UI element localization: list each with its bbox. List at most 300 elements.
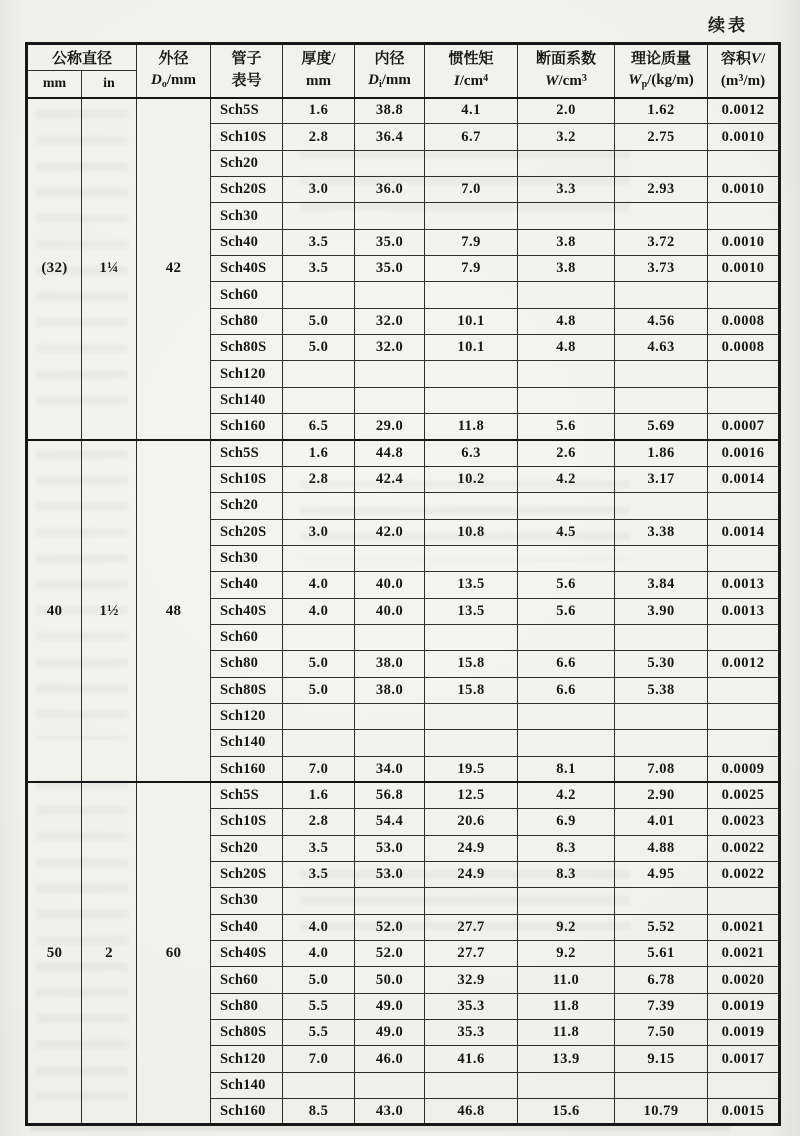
cell-section-modulus [518,493,615,519]
cell-moment-of-inertia: 27.7 [425,914,518,940]
cell-moment-of-inertia: 41.6 [425,1046,518,1072]
cell-inner-diameter: 56.8 [355,782,425,808]
cell-moment-of-inertia [425,203,518,229]
header-moment-of-inertia [425,44,518,98]
cell-inner-diameter [355,387,425,413]
cell-volume: 0.0014 [708,519,780,545]
cell-section-modulus: 4.8 [518,335,615,361]
cell-inner-diameter: 35.0 [355,256,425,282]
cell-volume: 0.0009 [708,756,780,782]
cell-volume: 0.0010 [708,124,780,150]
cell-section-modulus [518,624,615,650]
group-outer-diameter: 42 [137,98,211,440]
cell-volume [708,703,780,729]
cell-section-modulus [518,203,615,229]
cell-pipe-schedule: Sch80S [211,677,283,703]
header-outer-diameter [137,44,211,98]
cell-moment-of-inertia: 32.9 [425,967,518,993]
cell-inner-diameter: 52.0 [355,914,425,940]
cell-pipe-schedule: Sch40S [211,256,283,282]
cell-moment-of-inertia: 13.5 [425,572,518,598]
cell-inner-diameter: 40.0 [355,572,425,598]
cell-inner-diameter: 29.0 [355,414,425,440]
cell-moment-of-inertia [425,387,518,413]
cell-volume: 0.0019 [708,1020,780,1046]
cell-thickness: 3.5 [283,229,355,255]
cell-theoretical-mass [615,361,708,387]
cell-volume: 0.0007 [708,414,780,440]
header-unit-mm: mm [27,71,82,98]
cell-theoretical-mass [615,545,708,571]
cell-volume: 0.0025 [708,782,780,808]
cell-thickness: 5.0 [283,967,355,993]
cell-moment-of-inertia [425,493,518,519]
cell-volume [708,677,780,703]
group-nominal-mm: (32) [27,98,82,440]
cell-section-modulus: 4.8 [518,308,615,334]
cell-section-modulus [518,730,615,756]
cell-section-modulus: 11.8 [518,1020,615,1046]
cell-section-modulus: 8.3 [518,835,615,861]
cell-section-modulus: 9.2 [518,941,615,967]
cell-inner-diameter [355,150,425,176]
cell-thickness [283,150,355,176]
cell-moment-of-inertia [425,1072,518,1098]
cell-section-modulus: 2.6 [518,440,615,466]
cell-inner-diameter [355,545,425,571]
cell-pipe-schedule: Sch140 [211,730,283,756]
cell-section-modulus: 6.6 [518,651,615,677]
cell-inner-diameter: 38.0 [355,677,425,703]
cell-moment-of-inertia [425,361,518,387]
cell-pipe-schedule: Sch30 [211,545,283,571]
cell-pipe-schedule: Sch5S [211,782,283,808]
cell-volume: 0.0022 [708,861,780,887]
group-nominal-in: 1¼ [82,98,137,440]
cell-inner-diameter [355,361,425,387]
cell-volume: 0.0010 [708,256,780,282]
header-line: 管子 [231,51,262,67]
cell-thickness: 4.0 [283,941,355,967]
cell-theoretical-mass [615,493,708,519]
cell-thickness: 4.0 [283,572,355,598]
cell-inner-diameter: 46.0 [355,1046,425,1072]
cell-section-modulus [518,361,615,387]
cell-volume: 0.0020 [708,967,780,993]
cell-pipe-schedule: Sch60 [211,624,283,650]
table-row [27,782,780,808]
cell-theoretical-mass: 3.73 [615,256,708,282]
header-line: 容积V/ [720,51,766,67]
header-section-modulus [518,44,615,98]
cell-pipe-schedule: Sch60 [211,282,283,308]
cell-theoretical-mass: 5.38 [615,677,708,703]
cell-inner-diameter: 44.8 [355,440,425,466]
header-line: $D_o/mm$ [151,72,197,91]
header-line: $W_p/(kg/m)$ [628,72,694,91]
header-line: 内径 [374,50,405,67]
cell-pipe-schedule: Sch20 [211,835,283,861]
cell-pipe-schedule: Sch10S [211,124,283,150]
cell-theoretical-mass: 6.78 [615,967,708,993]
cell-volume [708,361,780,387]
cell-moment-of-inertia: 11.8 [425,414,518,440]
header-line: 断面系数 [536,51,597,67]
cell-theoretical-mass: 4.01 [615,809,708,835]
cell-moment-of-inertia: 15.8 [425,677,518,703]
cell-thickness: 3.5 [283,256,355,282]
cell-section-modulus [518,387,615,413]
cell-theoretical-mass: 5.52 [615,914,708,940]
cell-thickness: 5.0 [283,677,355,703]
group-nominal-mm: 50 [27,782,82,1124]
cell-thickness [283,1072,355,1098]
cell-section-modulus: 3.8 [518,229,615,255]
cell-theoretical-mass: 3.38 [615,519,708,545]
header-line: 表号 [231,72,262,89]
cell-pipe-schedule: Sch20S [211,519,283,545]
header-line: 惯性矩 [448,51,494,67]
header-line: 理论质量 [631,50,692,67]
cell-section-modulus: 3.2 [518,124,615,150]
cell-theoretical-mass: 1.86 [615,440,708,466]
cell-section-modulus: 15.6 [518,1099,615,1125]
cell-moment-of-inertia: 13.5 [425,598,518,624]
cell-thickness: 1.6 [283,440,355,466]
header-line: $W/cm^3$ [545,72,587,89]
cell-theoretical-mass: 2.75 [615,124,708,150]
cell-theoretical-mass: 2.93 [615,177,708,203]
cell-volume: 0.0008 [708,308,780,334]
cell-theoretical-mass: 4.63 [615,335,708,361]
cell-inner-diameter: 53.0 [355,835,425,861]
cell-section-modulus: 6.9 [518,809,615,835]
cell-section-modulus [518,1072,615,1098]
cell-inner-diameter: 54.4 [355,809,425,835]
cell-section-modulus [518,703,615,729]
cell-pipe-schedule: Sch5S [211,440,283,466]
cell-section-modulus: 11.8 [518,993,615,1019]
cell-volume [708,624,780,650]
cell-section-modulus: 5.6 [518,414,615,440]
cell-theoretical-mass: 7.50 [615,1020,708,1046]
cell-thickness: 2.8 [283,124,355,150]
cell-volume [708,282,780,308]
cell-theoretical-mass [615,730,708,756]
cell-thickness: 5.0 [283,335,355,361]
cell-pipe-schedule: Sch40 [211,229,283,255]
cell-section-modulus [518,545,615,571]
cell-inner-diameter [355,888,425,914]
cell-inner-diameter: 43.0 [355,1099,425,1125]
cell-inner-diameter [355,703,425,729]
cell-inner-diameter: 36.4 [355,124,425,150]
cell-thickness: 3.0 [283,177,355,203]
cell-inner-diameter: 42.0 [355,519,425,545]
cell-thickness: 3.0 [283,519,355,545]
header-line: $(m^3/m)$ [720,72,766,89]
cell-thickness: 7.0 [283,1046,355,1072]
header-pipe-schedule [211,44,283,98]
group-nominal-mm: 40 [27,440,82,782]
cell-volume: 0.0022 [708,835,780,861]
cell-pipe-schedule: Sch20S [211,861,283,887]
cell-inner-diameter: 42.4 [355,466,425,492]
cell-thickness: 6.5 [283,414,355,440]
group-nominal-in: 1½ [82,440,137,782]
cell-section-modulus: 8.3 [518,861,615,887]
cell-pipe-schedule: Sch160 [211,1099,283,1125]
cell-volume: 0.0016 [708,440,780,466]
cell-pipe-schedule: Sch80 [211,651,283,677]
cell-thickness: 1.6 [283,98,355,124]
cell-section-modulus: 3.8 [518,256,615,282]
cell-moment-of-inertia: 6.3 [425,440,518,466]
cell-thickness: 7.0 [283,756,355,782]
cell-pipe-schedule: Sch20S [211,177,283,203]
cell-moment-of-inertia: 10.1 [425,335,518,361]
header-line: $D_i/mm$ [368,72,411,91]
cell-inner-diameter [355,624,425,650]
cell-thickness: 3.5 [283,835,355,861]
cell-section-modulus: 6.6 [518,677,615,703]
cell-volume [708,888,780,914]
cell-moment-of-inertia: 35.3 [425,1020,518,1046]
cell-volume: 0.0021 [708,914,780,940]
cell-volume: 0.0010 [708,177,780,203]
cell-pipe-schedule: Sch40 [211,572,283,598]
cell-thickness: 4.0 [283,598,355,624]
cell-moment-of-inertia: 27.7 [425,941,518,967]
cell-moment-of-inertia: 6.7 [425,124,518,150]
cell-thickness: 3.5 [283,861,355,887]
cell-section-modulus: 9.2 [518,914,615,940]
cell-thickness: 2.8 [283,809,355,835]
cell-moment-of-inertia [425,624,518,650]
cell-theoretical-mass [615,282,708,308]
cell-section-modulus: 13.9 [518,1046,615,1072]
cell-theoretical-mass: 7.08 [615,756,708,782]
continued-table-label: 续表 [708,16,748,35]
cell-moment-of-inertia [425,730,518,756]
cell-inner-diameter: 50.0 [355,967,425,993]
cell-volume [708,493,780,519]
cell-moment-of-inertia [425,150,518,176]
table-header [27,44,780,98]
table-row [27,98,780,124]
cell-theoretical-mass: 5.69 [615,414,708,440]
cell-moment-of-inertia: 24.9 [425,835,518,861]
cell-inner-diameter: 49.0 [355,1020,425,1046]
cell-moment-of-inertia: 46.8 [425,1099,518,1125]
cell-pipe-schedule: Sch80 [211,993,283,1019]
cell-moment-of-inertia: 20.6 [425,809,518,835]
header-text: 公称直径 [52,51,113,67]
cell-volume [708,730,780,756]
cell-thickness [283,730,355,756]
cell-moment-of-inertia: 35.3 [425,993,518,1019]
cell-theoretical-mass: 10.79 [615,1099,708,1125]
cell-volume [708,387,780,413]
group-outer-diameter: 48 [137,440,211,782]
cell-thickness: 4.0 [283,914,355,940]
cell-pipe-schedule: Sch160 [211,756,283,782]
cell-theoretical-mass [615,150,708,176]
cell-inner-diameter [355,493,425,519]
cell-section-modulus: 4.5 [518,519,615,545]
cell-moment-of-inertia: 10.2 [425,466,518,492]
cell-inner-diameter: 40.0 [355,598,425,624]
group-nominal-in: 2 [82,782,137,1124]
cell-thickness [283,888,355,914]
cell-inner-diameter: 35.0 [355,229,425,255]
header-unit-in: in [82,71,137,98]
cell-volume: 0.0017 [708,1046,780,1072]
header-line: 外径 [158,50,189,67]
cell-theoretical-mass [615,203,708,229]
cell-pipe-schedule: Sch60 [211,967,283,993]
cell-pipe-schedule: Sch20 [211,150,283,176]
cell-moment-of-inertia [425,545,518,571]
cell-inner-diameter: 34.0 [355,756,425,782]
cell-pipe-schedule: Sch120 [211,1046,283,1072]
cell-thickness: 8.5 [283,1099,355,1125]
cell-theoretical-mass: 3.17 [615,466,708,492]
cell-theoretical-mass: 4.88 [615,835,708,861]
scan-edge-artifact [30,1127,730,1130]
cell-volume: 0.0012 [708,651,780,677]
cell-pipe-schedule: Sch40 [211,914,283,940]
cell-pipe-schedule: Sch80S [211,335,283,361]
cell-theoretical-mass: 5.61 [615,941,708,967]
cell-pipe-schedule: Sch10S [211,466,283,492]
cell-inner-diameter: 32.0 [355,308,425,334]
cell-volume: 0.0012 [708,98,780,124]
cell-moment-of-inertia [425,282,518,308]
cell-section-modulus: 11.0 [518,967,615,993]
cell-pipe-schedule: Sch30 [211,888,283,914]
cell-pipe-schedule: Sch30 [211,203,283,229]
table-row [27,440,780,466]
cell-inner-diameter: 32.0 [355,335,425,361]
cell-inner-diameter [355,203,425,229]
header-thickness [283,44,355,98]
cell-theoretical-mass [615,387,708,413]
cell-thickness: 2.8 [283,466,355,492]
cell-volume [708,203,780,229]
cell-moment-of-inertia: 10.8 [425,519,518,545]
cell-moment-of-inertia: 7.0 [425,177,518,203]
cell-theoretical-mass: 3.72 [615,229,708,255]
cell-pipe-schedule: Sch80 [211,308,283,334]
cell-pipe-schedule: Sch20 [211,493,283,519]
cell-inner-diameter [355,282,425,308]
cell-theoretical-mass: 9.15 [615,1046,708,1072]
cell-thickness: 5.5 [283,1020,355,1046]
cell-moment-of-inertia: 7.9 [425,256,518,282]
cell-theoretical-mass [615,624,708,650]
cell-thickness: 5.5 [283,993,355,1019]
cell-pipe-schedule: Sch40S [211,941,283,967]
cell-volume: 0.0023 [708,809,780,835]
cell-inner-diameter [355,730,425,756]
header-theoretical-mass [615,44,708,98]
cell-thickness [283,703,355,729]
cell-theoretical-mass: 4.95 [615,861,708,887]
cell-thickness [283,493,355,519]
cell-moment-of-inertia: 15.8 [425,651,518,677]
cell-pipe-schedule: Sch140 [211,1072,283,1098]
cell-moment-of-inertia [425,888,518,914]
cell-pipe-schedule: Sch160 [211,414,283,440]
cell-section-modulus: 4.2 [518,782,615,808]
cell-volume: 0.0021 [708,941,780,967]
header-volume [708,44,780,98]
cell-theoretical-mass: 2.90 [615,782,708,808]
table-body [27,98,780,1125]
cell-pipe-schedule: Sch10S [211,809,283,835]
cell-section-modulus: 4.2 [518,466,615,492]
pipe-dimensions-table [25,42,781,1126]
cell-inner-diameter: 52.0 [355,941,425,967]
cell-moment-of-inertia: 19.5 [425,756,518,782]
cell-section-modulus: 5.6 [518,572,615,598]
cell-theoretical-mass: 4.56 [615,308,708,334]
header-nominal-diameter [27,44,137,71]
cell-inner-diameter: 38.0 [355,651,425,677]
cell-thickness: 5.0 [283,651,355,677]
cell-volume [708,545,780,571]
cell-theoretical-mass [615,1072,708,1098]
cell-theoretical-mass [615,888,708,914]
cell-inner-diameter: 53.0 [355,861,425,887]
cell-moment-of-inertia: 10.1 [425,308,518,334]
cell-section-modulus [518,888,615,914]
cell-theoretical-mass: 5.30 [615,651,708,677]
cell-thickness: 1.6 [283,782,355,808]
cell-inner-diameter: 36.0 [355,177,425,203]
header-row-1 [27,44,780,71]
cell-inner-diameter: 38.8 [355,98,425,124]
cell-inner-diameter: 49.0 [355,993,425,1019]
cell-section-modulus: 8.1 [518,756,615,782]
cell-thickness [283,203,355,229]
cell-theoretical-mass: 1.62 [615,98,708,124]
header-line: 厚度/ [301,51,336,67]
cell-volume [708,1072,780,1098]
cell-pipe-schedule: Sch40S [211,598,283,624]
cell-section-modulus: 5.6 [518,598,615,624]
cell-moment-of-inertia: 7.9 [425,229,518,255]
cell-moment-of-inertia: 12.5 [425,782,518,808]
cell-volume: 0.0013 [708,572,780,598]
cell-section-modulus [518,150,615,176]
group-outer-diameter: 60 [137,782,211,1124]
cell-pipe-schedule: Sch80S [211,1020,283,1046]
cell-section-modulus: 3.3 [518,177,615,203]
cell-section-modulus: 2.0 [518,98,615,124]
cell-thickness [283,545,355,571]
cell-theoretical-mass: 7.39 [615,993,708,1019]
cell-moment-of-inertia: 24.9 [425,861,518,887]
cell-pipe-schedule: Sch5S [211,98,283,124]
cell-theoretical-mass [615,703,708,729]
cell-inner-diameter [355,1072,425,1098]
cell-pipe-schedule: Sch120 [211,703,283,729]
cell-pipe-schedule: Sch120 [211,361,283,387]
header-line: mm [306,72,332,89]
cell-thickness: 5.0 [283,308,355,334]
